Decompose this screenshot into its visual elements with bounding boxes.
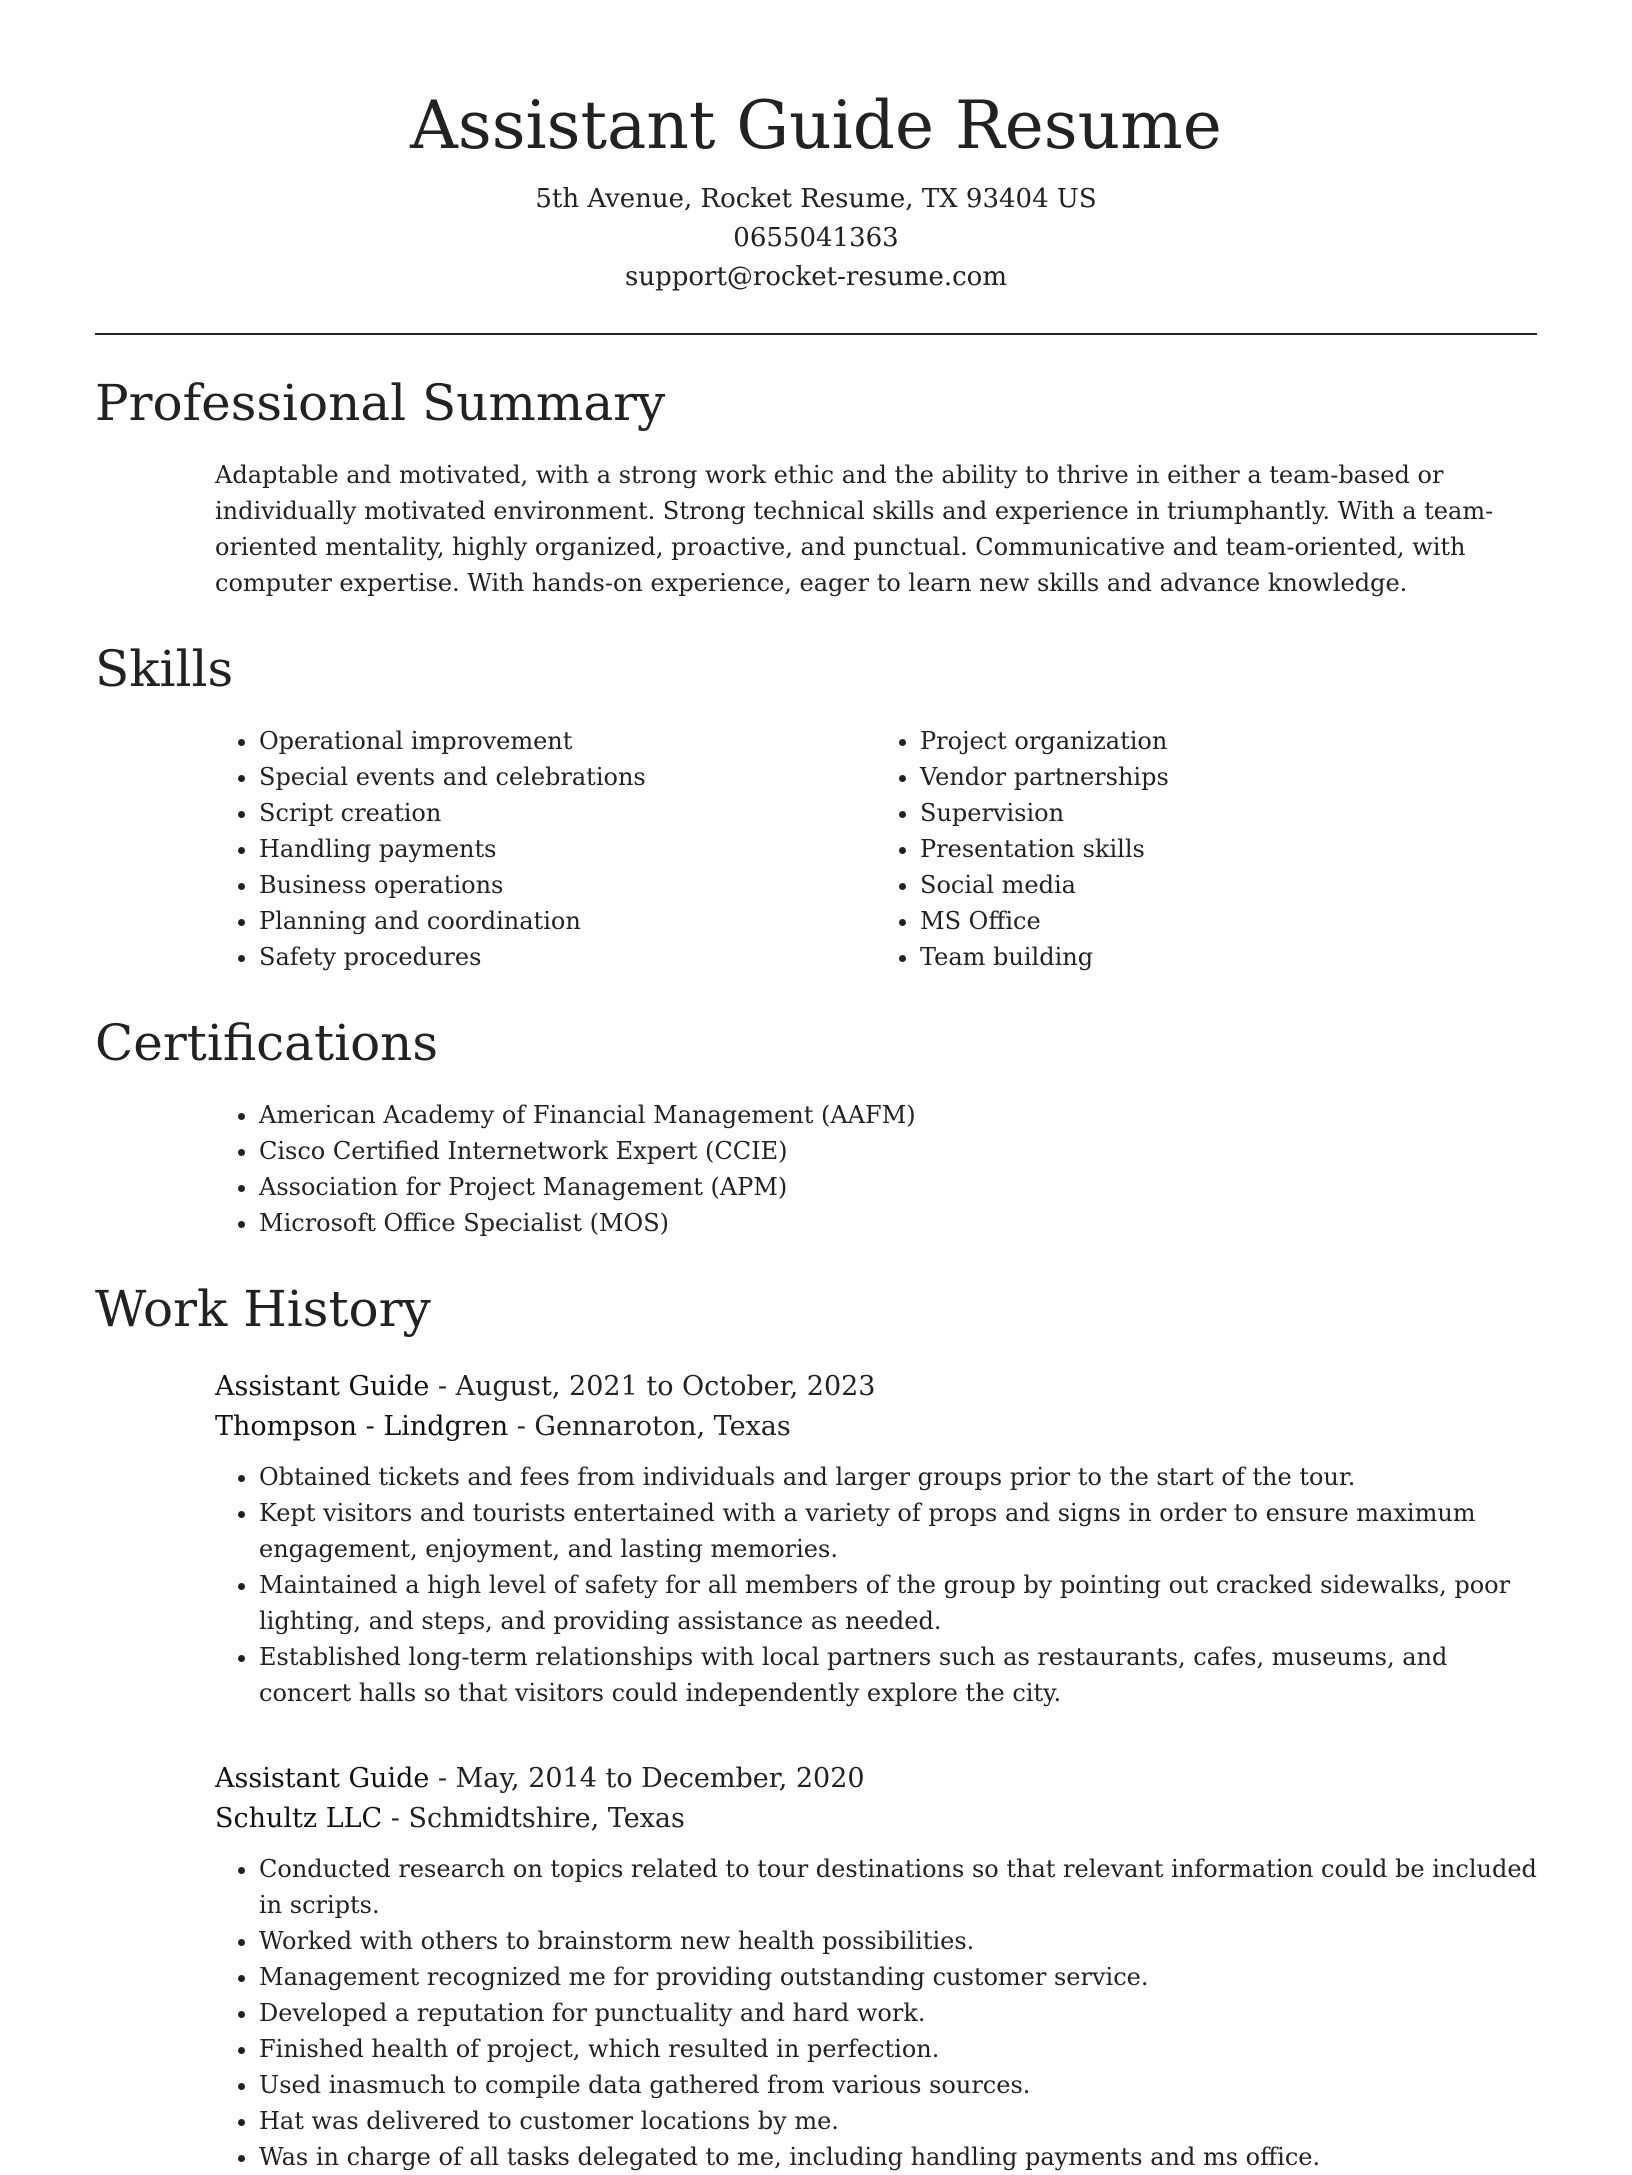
- job-company-line: [215, 1799, 1537, 1839]
- job-bullet: • Management recognized me for providing outstanding customer service.: [259, 1959, 1537, 1995]
- skill-item: • Operational improvement: [259, 723, 876, 759]
- job-bullet: • Developed a reputation for punctuality and hard work.: [259, 1995, 1537, 2031]
- job-bullet: • Worked with others to brainstorm new health possibilities.: [259, 1923, 1537, 1959]
- work-history-heading: Work History: [95, 1280, 431, 1338]
- job-company-line: [215, 1407, 1537, 1447]
- skill-item: • Vendor partnerships: [920, 759, 1537, 795]
- job-bullet: • Hat was delivered to customer locations by me.: [259, 2103, 1537, 2139]
- skill-item: • Safety procedures: [259, 939, 876, 975]
- skill-item: • Presentation skills: [920, 831, 1537, 867]
- job-bullets: [215, 1459, 1537, 1711]
- skill-item: • Handling payments: [259, 831, 876, 867]
- job-entry: [215, 1759, 1537, 2175]
- certifications-heading: Certifications: [95, 1014, 439, 1072]
- certification-item: • Microsoft Office Specialist (MOS): [259, 1205, 1537, 1241]
- job-bullet: • Maintained a high level of safety for all members of the group by pointing out cracked sidewalks, poor lighting, and steps, and providing assistance as needed.: [259, 1567, 1537, 1639]
- job-location: - Gennaroton, Texas: [508, 1411, 791, 1442]
- job-title-line: [215, 1367, 1537, 1407]
- skills-heading: Skills: [95, 640, 234, 698]
- job-bullet: • Obtained tickets and fees from individuals and larger groups prior to the start of the tour.: [259, 1459, 1537, 1495]
- skill-item: • Planning and coordination: [259, 903, 876, 939]
- skill-item: • Team building: [920, 939, 1537, 975]
- job-company: Schultz LLC: [215, 1803, 383, 1834]
- job-title-line: [215, 1759, 1537, 1799]
- skill-item: • Supervision: [920, 795, 1537, 831]
- certification-item: • Cisco Certified Internetwork Expert (CCIE): [259, 1133, 1537, 1169]
- skill-item: • MS Office: [920, 903, 1537, 939]
- job-bullet: • Established long-term relationships with local partners such as restaurants, cafes, museums, and concert halls so that visitors could independently explore the city.: [259, 1639, 1537, 1711]
- email-text: support@rocket-resume.com: [624, 262, 1007, 292]
- skills-list-right: [876, 723, 1537, 975]
- job-role: Assistant Guide: [215, 1371, 430, 1402]
- certifications-list: [215, 1097, 1537, 1241]
- contact-info: [95, 180, 1537, 297]
- job-bullet: • Was in charge of all tasks delegated to me, including handling payments and ms office.: [259, 2139, 1537, 2175]
- job-entry: [215, 1367, 1537, 1711]
- skills-section: [215, 699, 1537, 975]
- job-bullet: • Kept visitors and tourists entertained with a variety of props and signs in order to ensure maximum engagement, enjoyment, and lasting memories.: [259, 1495, 1537, 1567]
- resume-header: [95, 80, 1537, 297]
- summary-section: [215, 457, 1537, 601]
- skill-item: • Special events and celebrations: [259, 759, 876, 795]
- skill-item: • Social media: [920, 867, 1537, 903]
- job-dates: - August, 2021 to October, 2023: [429, 1371, 876, 1402]
- job-bullets: [215, 1851, 1537, 2175]
- certification-item: • American Academy of Financial Management (AAFM): [259, 1097, 1537, 1133]
- certifications-section: [215, 1097, 1537, 1241]
- skill-item: • Script creation: [259, 795, 876, 831]
- job-company: Thompson - Lindgren: [215, 1411, 509, 1442]
- job-location: - Schmidtshire, Texas: [382, 1803, 685, 1834]
- address-text: 5th Avenue, Rocket Resume, TX 93404 US: [535, 184, 1097, 214]
- resume-title: Assistant Guide Resume: [410, 87, 1222, 164]
- skills-list-left: [215, 723, 876, 975]
- job-bullet: • Conducted research on topics related to tour destinations so that relevant information could be included in scripts.: [259, 1851, 1537, 1923]
- header-divider: [95, 333, 1537, 335]
- phone-text: 0655041363: [733, 223, 899, 253]
- job-bullet: • Used inasmuch to compile data gathered from various sources.: [259, 2067, 1537, 2103]
- work-history-section: [215, 1367, 1537, 2175]
- summary-text: Adaptable and motivated, with a strong work ethic and the ability to thrive in either a team-based or individually motivated environment. Strong technical skills and experience in triumphantly. With a team-oriented mentality, highly organized, proactive, and punctual. Communicative and team-oriented, with computer expertise. With hands-on experience, eager to learn new skills and advance knowledge.: [215, 461, 1494, 597]
- job-role: Assistant Guide: [215, 1763, 430, 1794]
- summary-heading: Professional Summary: [95, 374, 666, 432]
- job-bullet: • Finished health of project, which resulted in perfection.: [259, 2031, 1537, 2067]
- skill-item: • Business operations: [259, 867, 876, 903]
- job-dates: - May, 2014 to December, 2020: [429, 1763, 865, 1794]
- skill-item: • Project organization: [920, 723, 1537, 759]
- certification-item: • Association for Project Management (APM): [259, 1169, 1537, 1205]
